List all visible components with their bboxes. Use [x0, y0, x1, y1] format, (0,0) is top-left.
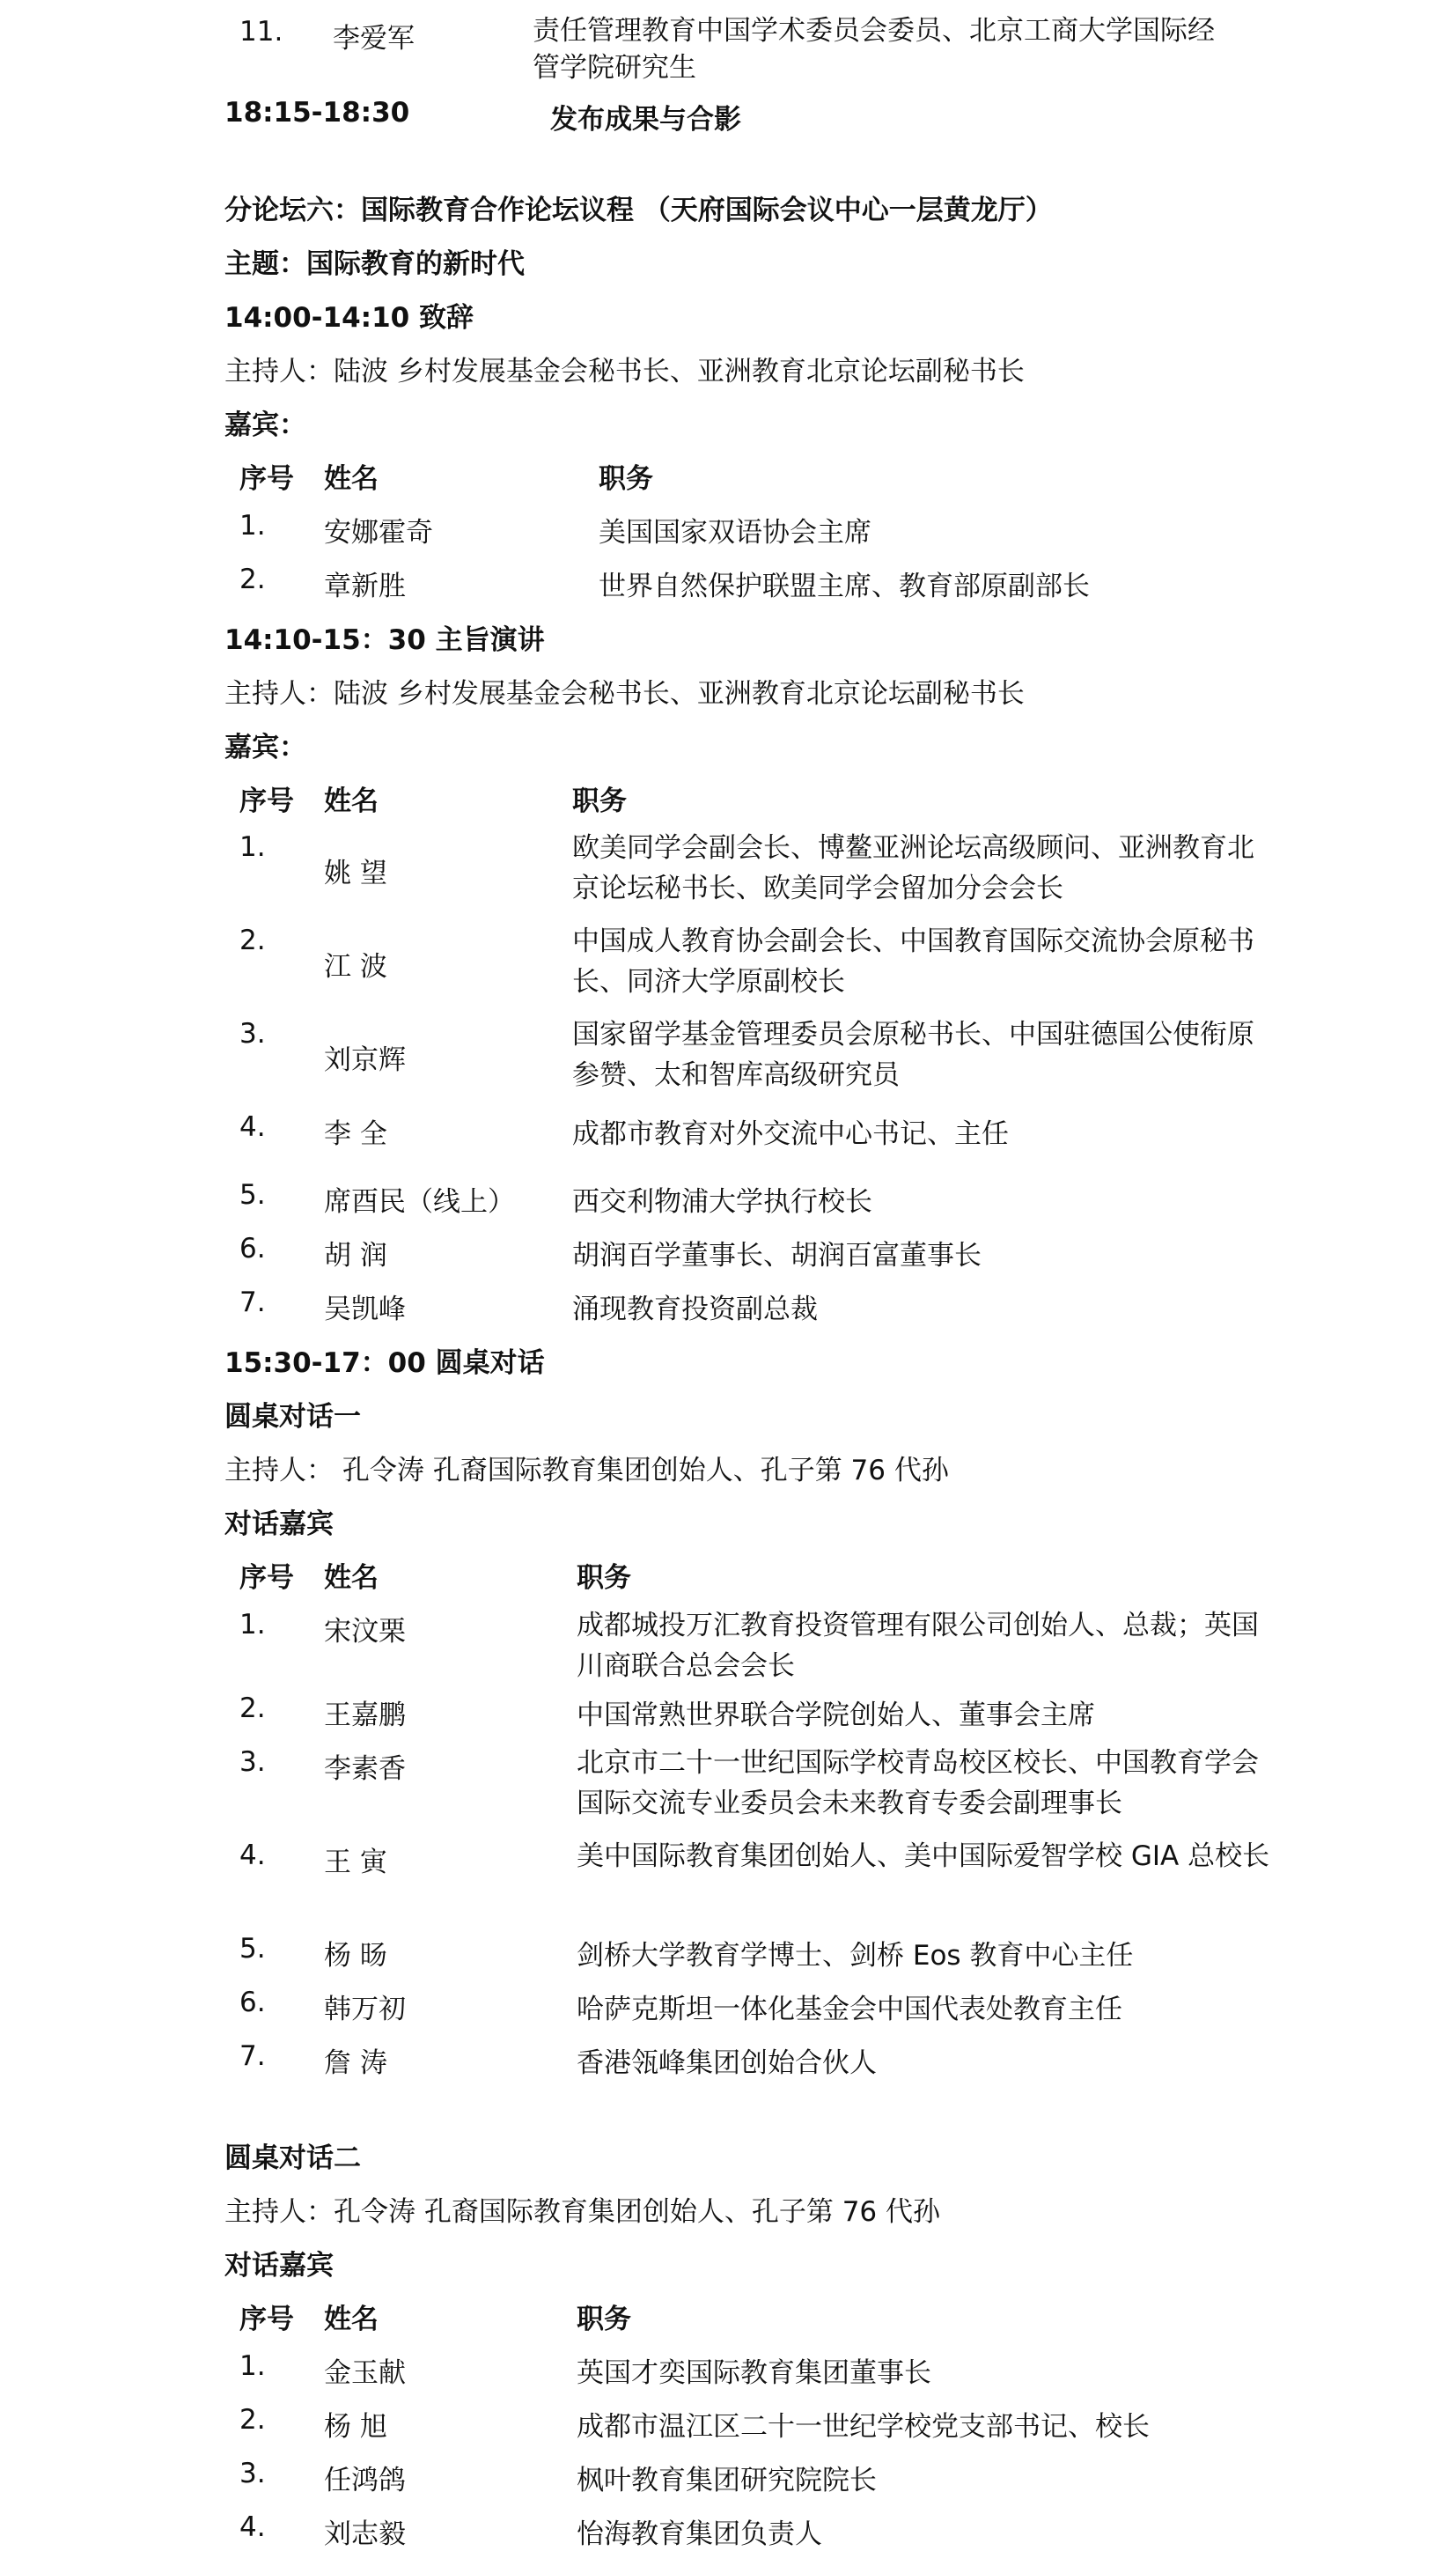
- guest-name: 李 全: [324, 1118, 387, 1150]
- guest-role: 成都城投万汇教育投资管理有限公司创始人、总裁；英国川商联合总会会长: [577, 1610, 1259, 1682]
- guest-role: 香港瓴峰集团创始合伙人: [577, 2047, 877, 2079]
- header-role: 职务: [599, 463, 653, 495]
- guest-role: 国家留学基金管理委员会原秘书长、中国驻德国公使衔原参赞、太和智库高级研究员: [572, 1019, 1254, 1091]
- guest-name: 胡 润: [324, 1240, 387, 1272]
- section-host: 主持人：陆波 乡村发展基金会秘书长、亚洲教育北京论坛副秘书长: [224, 356, 1025, 387]
- guest-name: 李爱军: [333, 23, 415, 55]
- row-number: 5.: [239, 1179, 266, 1211]
- guest-role: 涌现教育投资副总裁: [572, 1294, 818, 1325]
- row-number: 2.: [239, 564, 266, 595]
- section-heading: 15:30-17：00 圆桌对话: [224, 1347, 545, 1379]
- closing-time: 18:15-18:30: [224, 97, 410, 129]
- guests-label: 对话嘉宾: [224, 1508, 334, 1540]
- row-number: 4.: [239, 2511, 266, 2543]
- row-number: 5.: [239, 1933, 266, 1965]
- roundtable-one-title: 圆桌对话一: [224, 1401, 361, 1433]
- guest-name: 安娜霍奇: [324, 517, 433, 549]
- row-number: 2.: [239, 2404, 266, 2436]
- guest-role: 成都市教育对外交流中心书记、主任: [572, 1118, 1009, 1150]
- guests-label: 嘉宾：: [224, 732, 306, 763]
- row-number: 6.: [239, 1233, 266, 1265]
- guest-role: 哈萨克斯坦一体化基金会中国代表处教育主任: [577, 1994, 1122, 2025]
- header-name: 姓名: [324, 463, 379, 495]
- guest-name: 李素香: [324, 1753, 406, 1785]
- guest-name: 宋汶栗: [324, 1616, 406, 1648]
- guest-role: 世界自然保护联盟主席、教育部原副部长: [599, 571, 1090, 602]
- guest-role: 胡润百学董事长、胡润百富董事长: [572, 1240, 982, 1272]
- guest-name: 席酉民（线上）: [324, 1186, 515, 1218]
- guest-name: 姚 望: [324, 858, 387, 889]
- header-role: 职务: [572, 785, 627, 817]
- forum-title: 分论坛六：国际教育合作论坛议程 （天府国际会议中心一层黄龙厅）: [224, 195, 1053, 226]
- guest-role: 西交利物浦大学执行校长: [572, 1186, 872, 1218]
- closing-title: 发布成果与合影: [550, 104, 741, 136]
- guest-name: 王嘉鹏: [324, 1700, 406, 1731]
- header-number: 序号: [239, 785, 294, 817]
- row-number: 4.: [239, 1840, 266, 1871]
- row-number: 6.: [239, 1987, 266, 2018]
- row-number: 1.: [239, 510, 266, 542]
- guest-role: 美国国家双语协会主席: [599, 517, 871, 549]
- header-name: 姓名: [324, 785, 379, 817]
- row-number: 4.: [239, 1111, 266, 1143]
- header-role: 职务: [577, 1562, 631, 1594]
- guest-name: 刘京辉: [324, 1044, 406, 1076]
- guest-name: 韩万初: [324, 1994, 406, 2025]
- guest-name: 吴凯峰: [324, 1294, 406, 1325]
- guest-name: 任鸿鸽: [324, 2465, 406, 2496]
- section-heading: 14:00-14:10 致辞: [224, 302, 474, 334]
- guest-role: 北京市二十一世纪国际学校青岛校区校长、中国教育学会国际交流专业委员会未来教育专委会副理事长: [577, 1747, 1259, 1819]
- guest-role: 英国才奕国际教育集团董事长: [577, 2357, 931, 2389]
- guest-role: 欧美同学会副会长、博鳌亚洲论坛高级顾问、亚洲教育北京论坛秘书长、欧美同学会留加分会会长: [572, 832, 1254, 904]
- guest-role: 责任管理教育中国学术委员会委员、北京工商大学国际经管学院研究生: [533, 15, 1215, 84]
- row-number: 2.: [239, 925, 266, 956]
- guest-role: 怡海教育集团负责人: [577, 2518, 822, 2550]
- forum-theme: 主题：国际教育的新时代: [224, 248, 525, 280]
- guest-name: 杨 旸: [324, 1940, 387, 1972]
- guest-name: 金玉献: [324, 2357, 406, 2389]
- roundtable-two-host: 主持人：孔令涛 孔裔国际教育集团创始人、孔子第 76 代孙: [224, 2196, 941, 2228]
- guest-name: 章新胜: [324, 571, 406, 602]
- guest-role: 中国成人教育协会副会长、中国教育国际交流协会原秘书长、同济大学原副校长: [572, 925, 1254, 998]
- section-heading: 14:10-15：30 主旨演讲: [224, 624, 545, 656]
- guests-label: 嘉宾：: [224, 409, 306, 441]
- row-number: 3.: [239, 1746, 266, 1778]
- row-number: 11.: [239, 16, 283, 48]
- guest-name: 江 波: [324, 951, 387, 983]
- guest-role: 成都市温江区二十一世纪学校党支部书记、校长: [577, 2411, 1150, 2443]
- header-number: 序号: [239, 463, 294, 495]
- header-number: 序号: [239, 2304, 294, 2335]
- header-name: 姓名: [324, 1562, 379, 1594]
- row-number: 7.: [239, 1287, 266, 1318]
- guest-name: 杨 旭: [324, 2411, 387, 2443]
- row-number: 3.: [239, 2458, 266, 2489]
- guests-label: 对话嘉宾: [224, 2250, 334, 2282]
- header-name: 姓名: [324, 2304, 379, 2335]
- row-number: 7.: [239, 2040, 266, 2072]
- row-number: 1.: [239, 1609, 266, 1641]
- row-number: 1.: [239, 2350, 266, 2382]
- row-number: 1.: [239, 831, 266, 863]
- row-number: 2.: [239, 1692, 266, 1724]
- guest-role: 美中国际教育集团创始人、美中国际爱智学校 GIA 总校长: [577, 1840, 1270, 1872]
- guest-role: 剑桥大学教育学博士、剑桥 Eos 教育中心主任: [577, 1940, 1134, 1972]
- roundtable-two-title: 圆桌对话二: [224, 2142, 361, 2174]
- guest-role: 中国常熟世界联合学院创始人、董事会主席: [577, 1700, 1095, 1731]
- guest-name: 詹 涛: [324, 2047, 387, 2079]
- guest-role: 枫叶教育集团研究院院长: [577, 2465, 877, 2496]
- guest-name: 王 寅: [324, 1847, 387, 1878]
- guest-name: 刘志毅: [324, 2518, 406, 2550]
- header-role: 职务: [577, 2304, 631, 2335]
- row-number: 3.: [239, 1018, 266, 1050]
- header-number: 序号: [239, 1562, 294, 1594]
- roundtable-one-host: 主持人： 孔令涛 孔裔国际教育集团创始人、孔子第 76 代孙: [224, 1455, 949, 1486]
- section-host: 主持人：陆波 乡村发展基金会秘书长、亚洲教育北京论坛副秘书长: [224, 678, 1025, 710]
